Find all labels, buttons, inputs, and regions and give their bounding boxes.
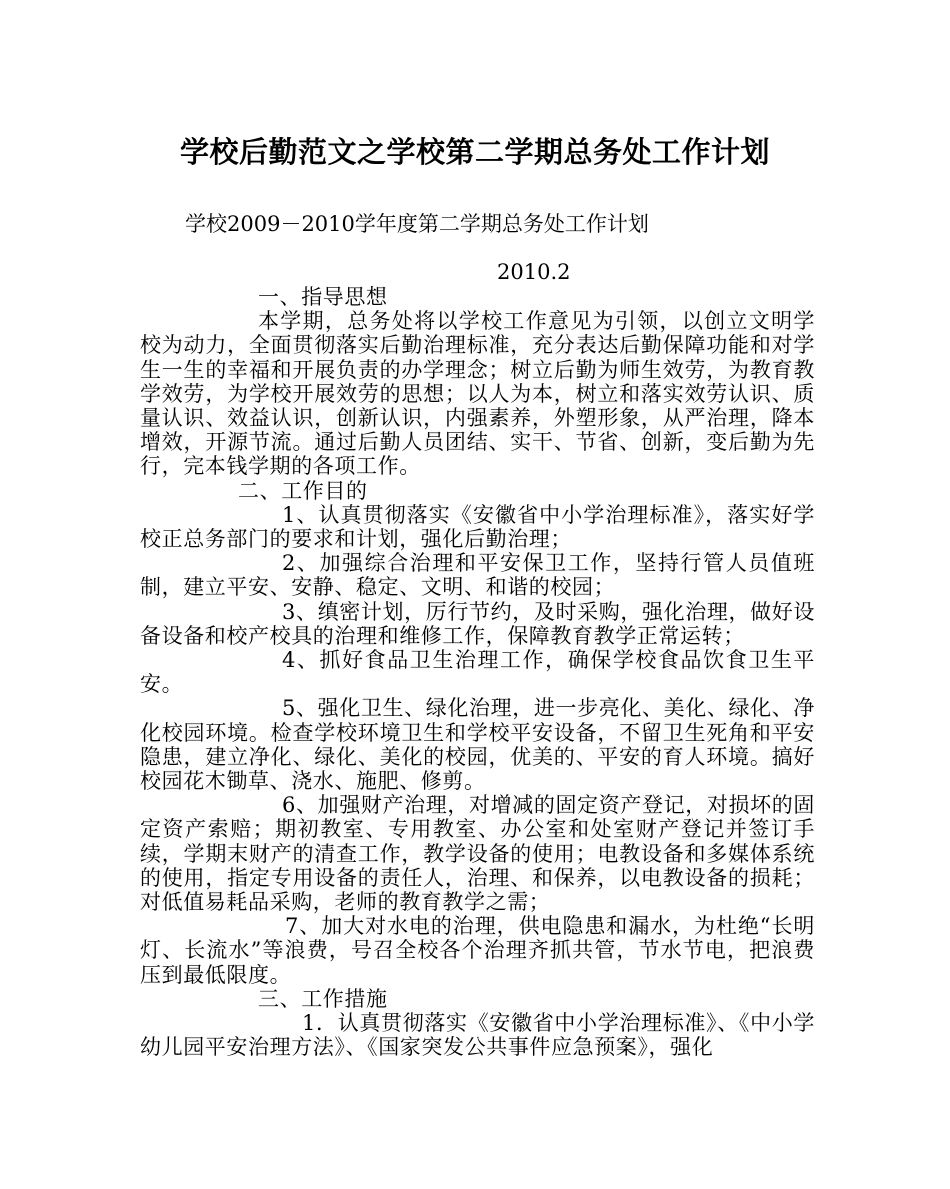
goal-item-3: 3、缜密计划，厉行节约，及时采购，强化治理，做好设备设备和校产校具的治理和维修工作，保障教育教学正常运转；	[140, 599, 815, 648]
document-subtitle: 学校2009－2010学年度第二学期总务处工作计划	[185, 212, 649, 236]
goal-item-6: 6、加强财产治理，对增减的固定资产登记，对损坏的固定资产索赔；期初教室、专用教室、办公室和处室财产登记并签订手续，学期末财产的清查工作，教学设备的使用；电教设备和多媒体系统的使用，指定专用设备的责任人，治理、和保养，以电教设备的损耗；对低值易耗品采购，老师的教育教学之需；	[140, 793, 815, 915]
measure-item-1: 1．认真贯彻落实《安徽省中小学治理标准》、《中小学幼儿园平安治理方法》、《国家突发公共事件应急预案》，强化	[140, 1011, 815, 1060]
goal-item-2: 2、加强综合治理和平安保卫工作，坚持行管人员值班制，建立平安、安静、稳定、文明、和谐的校园；	[140, 551, 815, 600]
goal-item-7: 7、加大对水电的治理，供电隐患和漏水，为杜绝“长明灯、长流水”等浪费，号召全校各个治理齐抓共管，节水节电，把浪费压到最低限度。	[140, 914, 815, 987]
goal-item-1: 1、认真贯彻落实《安徽省中小学治理标准》，落实好学校正总务部门的要求和计划，强化后勤治理；	[140, 502, 815, 552]
goal-item-4: 4、抓好食品卫生治理工作，确保学校食品饮食卫生平安。	[140, 648, 815, 697]
document-body	[140, 285, 815, 1060]
paragraph-guiding-thought: 本学期，总务处将以学校工作意见为引领，以创立文明学校为动力，全面贯彻落实后勤治理标准，充分表达后勤保障功能和对学生一生的幸福和开展负责的办学理念；树立后勤为师生效劳，为教育教学效劳，为学校开展效劳的思想；以人为本，树立和落实效劳认识、质量认识、效益认识，创新认识，内强素养，外塑形象，从严治理，降本增效，开源节流。通过后勤人员团结、实干、节省、创新，变后勤为先行，完本钱学期的各项工作。	[140, 309, 815, 479]
section-heading-work-measures: 三、工作措施	[258, 986, 388, 1011]
goal-item-5: 5、强化卫生、绿化治理，进一步亮化、美化、绿化、净化校园环境。检查学校环境卫生和学校平安设备，不留卫生死角和平安隐患，建立净化、绿化、美化的校园，优美的、平安的育人环境。搞好校园花木锄草、浇水、施肥、修剪。	[140, 696, 815, 794]
section-heading-work-goals: 二、工作目的	[238, 478, 368, 503]
section-heading-guiding-thought: 一、指导思想	[258, 285, 388, 309]
document-date: 2010.2	[497, 260, 571, 284]
document-title: 学校后勤范文之学校第二学期总务处工作计划	[179, 135, 770, 169]
